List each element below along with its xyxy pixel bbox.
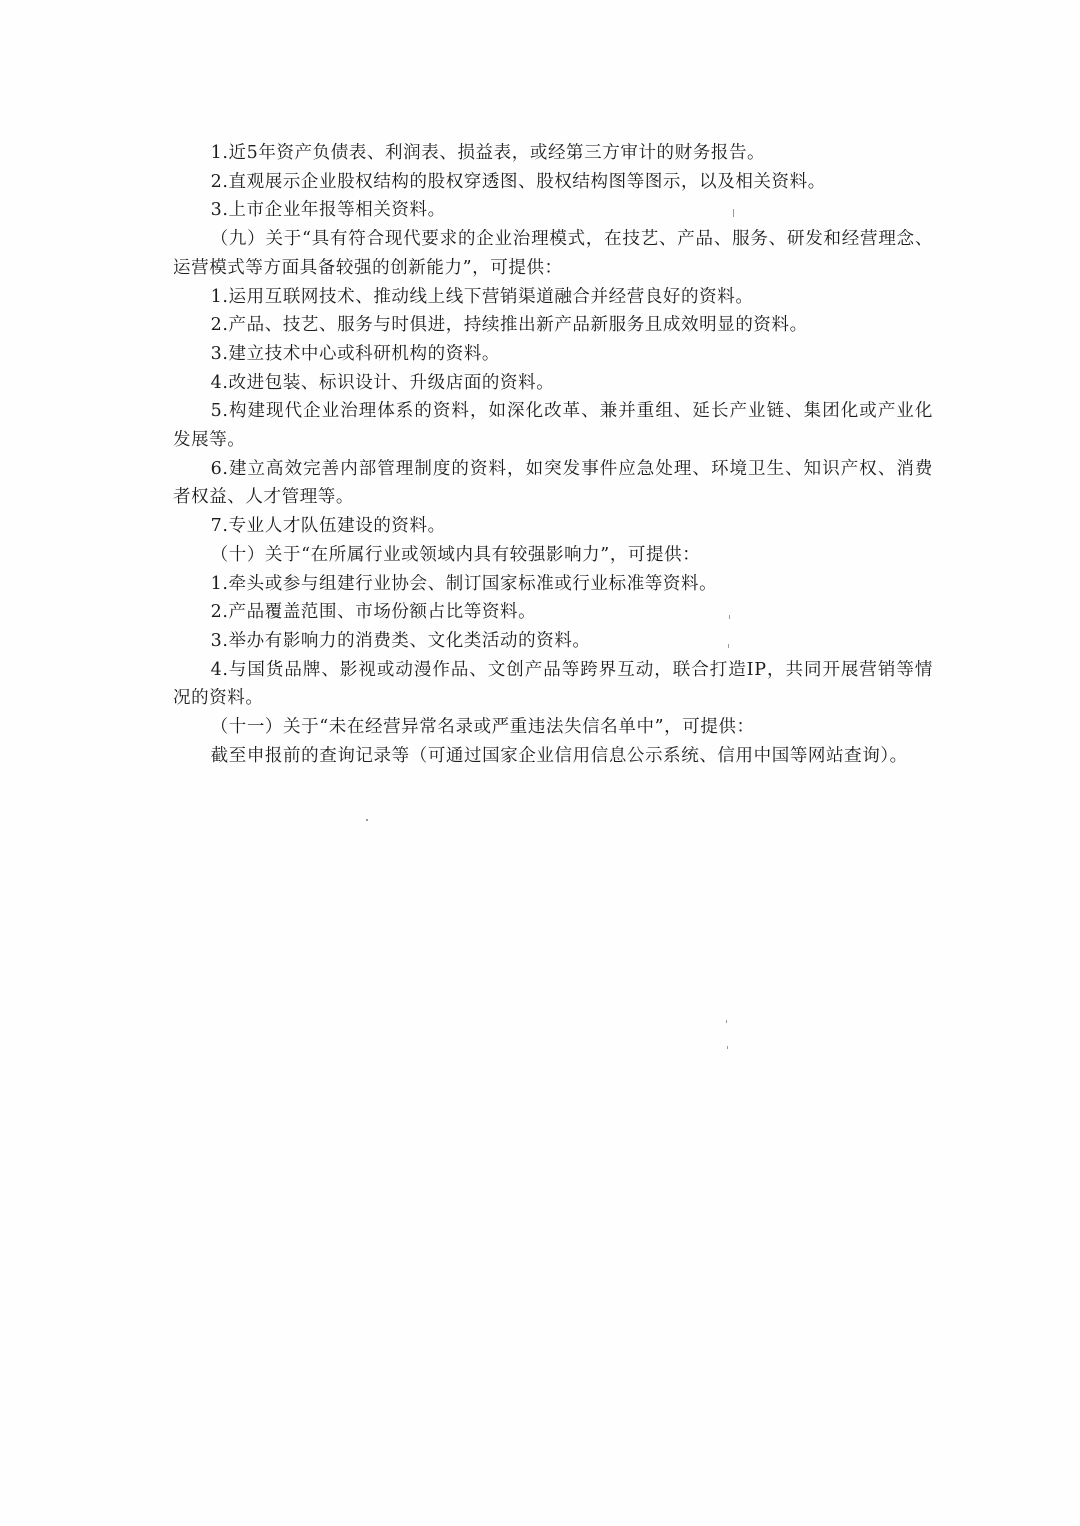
paragraph-item-12: 2.产品覆盖范围、市场份额占比等资料。 — [210, 602, 537, 623]
paragraph-item-8: 5.构建现代企业治理体系的资料，如深化改革、兼并重组、延长产业链、集团化或产业化发展等。 — [173, 401, 933, 451]
paragraph-item-9: 6.建立高效完善内部管理制度的资料，如突发事件应急处理、环境卫生、知识产权、消费者权益、人才管理等。 — [173, 458, 933, 508]
paragraph-item-13: 3.举办有影响力的消费类、文化类活动的资料。 — [210, 630, 591, 651]
paragraph-item-2: 2.直观展示企业股权结构的股权穿透图、股权结构图等图示，以及相关资料。 — [210, 171, 826, 192]
paragraph-item-11: 1.牵头或参与组建行业协会、制订国家标准或行业标准等资料。 — [210, 573, 718, 594]
paragraph-item-10: 7.专业人才队伍建设的资料。 — [210, 516, 446, 537]
paragraph-item-5: 2.产品、技艺、服务与时俱进，持续推出新产品新服务且成效明显的资料。 — [210, 315, 808, 336]
scan-speck — [366, 819, 368, 821]
document-body — [173, 139, 933, 770]
scan-speck — [728, 644, 729, 648]
scan-speck — [726, 1020, 727, 1023]
paragraph-item-6: 3.建立技术中心或科研机构的资料。 — [210, 343, 501, 364]
paragraph-item-3: 3.上市企业年报等相关资料。 — [210, 200, 446, 221]
scan-speck — [729, 615, 730, 619]
paragraph-item-14: 4.与国货品牌、影视或动漫作品、文创产品等跨界互动，联合打造IP，共同开展营销等情况的资料。 — [173, 659, 933, 709]
section-heading-11: （十一）关于“未在经营异常名录或严重违法失信名单中”，可提供： — [210, 717, 755, 738]
paragraph-item-7: 4.改进包装、标识设计、升级店面的资料。 — [210, 372, 555, 393]
scan-speck — [727, 1046, 728, 1049]
section-heading-10: （十）关于“在所属行业或领域内具有较强影响力”，可提供： — [210, 544, 701, 565]
section-heading-9: （九）关于“具有符合现代要求的企业治理模式，在技艺、产品、服务、研发和经营理念、运营模式等方面具备较强的创新能力”，可提供： — [173, 229, 933, 278]
paragraph-item-15: 截至申报前的查询记录等（可通过国家企业信用信息公示系统、信用中国等网站查询）。 — [210, 745, 908, 766]
paragraph-item-4: 1.运用互联网技术、推动线上线下营销渠道融合并经营良好的资料。 — [210, 286, 754, 307]
paragraph-item-1: 1.近5年资产负债表、利润表、损益表，或经第三方审计的财务报告。 — [210, 143, 766, 163]
scan-speck — [733, 209, 734, 217]
